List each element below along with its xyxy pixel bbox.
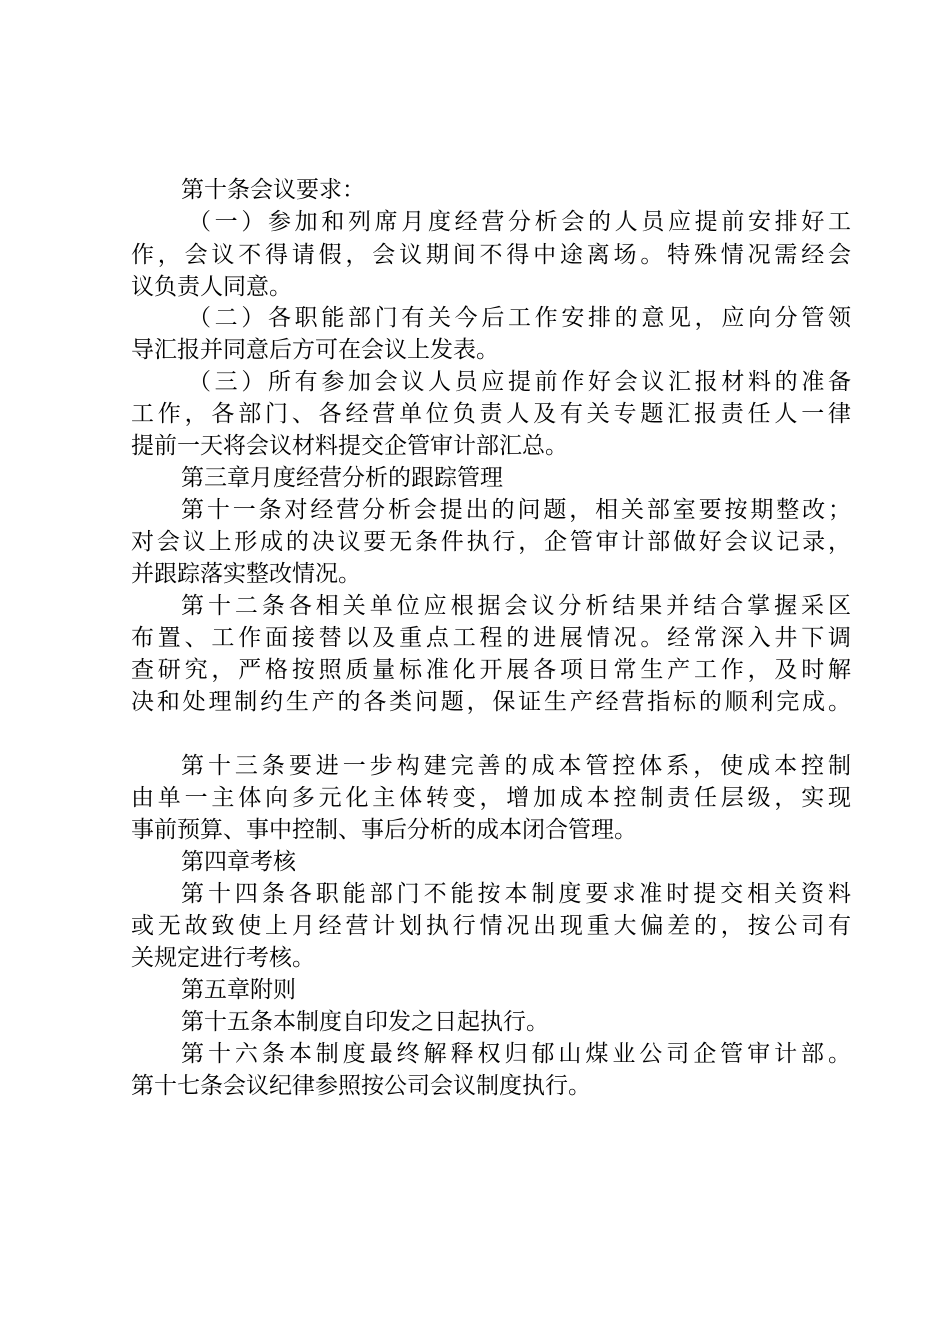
article-14-line-2: 或无故致使上月经营计划执行情况出现重大偏差的，按公司有 xyxy=(131,913,851,939)
article-15: 第十五条本制度自印发之日起执行。 xyxy=(181,1009,549,1035)
article-12-line-2: 布置、工作面接替以及重点工程的进展情况。经常深入井下调 xyxy=(131,625,851,651)
article-10-item-2-line-1: （二）各职能部门有关今后工作安排的意见，应向分管领 xyxy=(188,305,851,331)
chapter-5-heading: 第五章附则 xyxy=(181,977,296,1003)
article-14-line-3: 关规定进行考核。 xyxy=(131,945,315,971)
article-10-item-3-line-1: （三）所有参加会议人员应提前作好会议汇报材料的准备 xyxy=(188,369,851,395)
article-10-item-2-line-2: 导汇报并同意后方可在会议上发表。 xyxy=(131,337,499,363)
article-13-line-1: 第十三条要进一步构建完善的成本管控体系，使成本控制 xyxy=(181,753,851,779)
article-17: 第十七条会议纪律参照按公司会议制度执行。 xyxy=(131,1073,591,1099)
chapter-3-heading: 第三章月度经营分析的跟踪管理 xyxy=(181,465,503,491)
article-14-line-1: 第十四条各职能部门不能按本制度要求准时提交相关资料 xyxy=(181,881,851,907)
article-12-line-4: 决和处理制约生产的各类问题，保证生产经营指标的顺利完成。 xyxy=(131,689,851,715)
article-13-line-3: 事前预算、事中控制、事后分析的成本闭合管理。 xyxy=(131,817,637,843)
article-10-item-1-line-1: （一）参加和列席月度经营分析会的人员应提前安排好工 xyxy=(188,209,851,235)
article-16: 第十六条本制度最终解释权归郁山煤业公司企管审计部。 xyxy=(181,1041,851,1067)
article-11-line-1: 第十一条对经营分析会提出的问题，相关部室要按期整改； xyxy=(181,497,851,523)
article-10-heading: 第十条会议要求： xyxy=(181,177,365,203)
chapter-4-heading: 第四章考核 xyxy=(181,849,296,875)
article-11-line-2: 对会议上形成的决议要无条件执行，企管审计部做好会议记录， xyxy=(131,529,851,555)
article-10-item-3-line-2: 工作，各部门、各经营单位负责人及有关专题汇报责任人一律 xyxy=(131,401,851,427)
article-12-line-1: 第十二条各相关单位应根据会议分析结果并结合掌握采区 xyxy=(181,593,851,619)
article-11-line-3: 并跟踪落实整改情况。 xyxy=(131,561,361,587)
article-10-item-1-line-3: 议负责人同意。 xyxy=(131,274,292,300)
article-10-item-1-line-2: 作，会议不得请假，会议期间不得中途离场。特殊情况需经会 xyxy=(131,242,851,268)
article-13-line-2: 由单一主体向多元化主体转变，增加成本控制责任层级，实现 xyxy=(131,785,851,811)
article-12-line-3: 查研究，严格按照质量标准化开展各项日常生产工作，及时解 xyxy=(131,657,851,683)
article-10-item-3-line-3: 提前一天将会议材料提交企管审计部汇总。 xyxy=(131,433,568,459)
